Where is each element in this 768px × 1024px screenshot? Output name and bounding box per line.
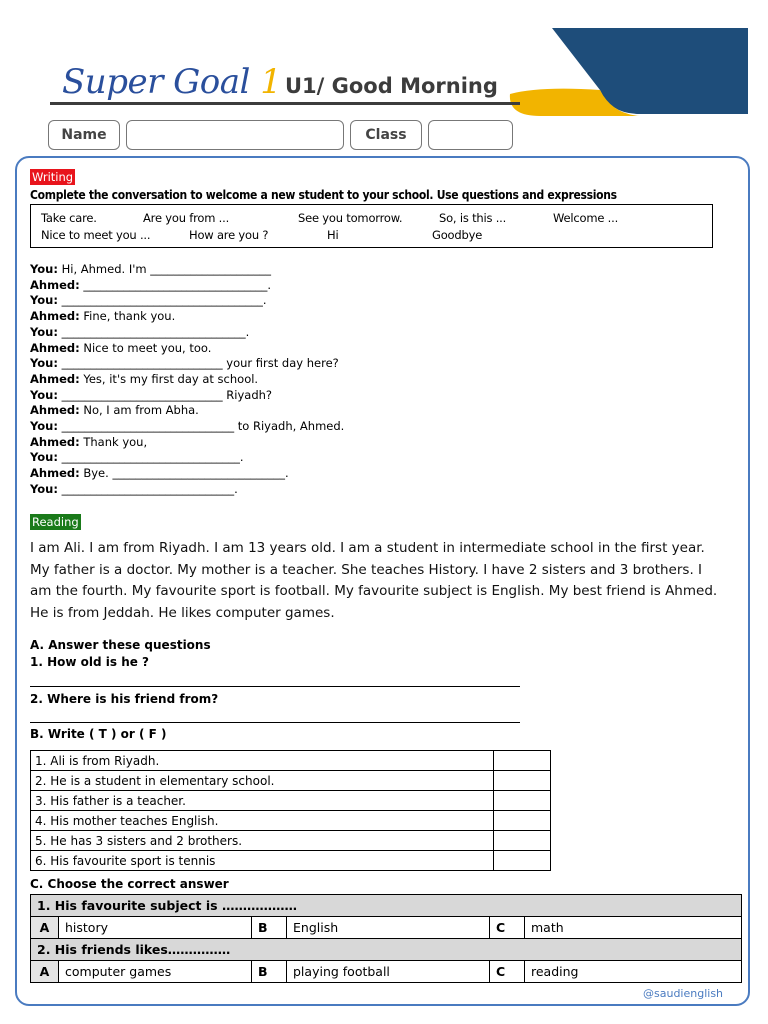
table-row bbox=[31, 791, 551, 811]
option-b[interactable]: English bbox=[287, 917, 490, 939]
answer-box[interactable] bbox=[494, 791, 551, 811]
speaker-label: You: bbox=[30, 387, 58, 402]
speaker-label: You: bbox=[30, 293, 58, 308]
mc-question-row bbox=[31, 939, 742, 961]
section-c-heading: C. Choose the correct answer bbox=[30, 877, 229, 891]
question-2: 2. Where is his friend from? bbox=[30, 692, 219, 706]
dialog-text[interactable]: ______________________________. bbox=[57, 481, 238, 496]
dialog-text[interactable]: Bye. ______________________________. bbox=[79, 466, 289, 481]
credit-handle: @saudienglish bbox=[643, 987, 724, 1000]
speaker-label: Ahmed: bbox=[30, 434, 80, 449]
header-underline bbox=[50, 102, 520, 105]
dialog-line bbox=[30, 482, 344, 498]
answer-box[interactable] bbox=[494, 851, 551, 871]
dialog-text[interactable]: No, I am from Abha. bbox=[79, 403, 199, 418]
table-row bbox=[31, 751, 551, 771]
writing-instruction: Complete the conversation to welcome a new student to your school. Use questions and expressions bbox=[30, 188, 617, 202]
option-letter-c: C bbox=[490, 961, 525, 983]
option-letter-c: C bbox=[490, 917, 525, 939]
dialog-line bbox=[30, 419, 344, 435]
table-row bbox=[31, 831, 551, 851]
table-row bbox=[31, 811, 551, 831]
dialog-text[interactable]: ______________________________ to Riyadh, Ahmed. bbox=[57, 419, 345, 434]
logo: Super Goal 1 bbox=[62, 62, 282, 102]
header-decoration bbox=[500, 28, 768, 128]
word-bank-item: Hi bbox=[327, 228, 339, 242]
speaker-label: Ahmed: bbox=[30, 309, 80, 324]
speaker-label: You: bbox=[30, 419, 58, 434]
answer-box[interactable] bbox=[494, 771, 551, 791]
dialog-text[interactable]: Fine, thank you. bbox=[79, 309, 176, 324]
option-c[interactable]: reading bbox=[525, 961, 742, 983]
writing-tag: Writing bbox=[32, 170, 74, 184]
option-a[interactable]: history bbox=[59, 917, 252, 939]
dialog-text[interactable]: Yes, it's my first day at school. bbox=[79, 371, 259, 386]
statement: 6. His favourite sport is tennis bbox=[31, 851, 494, 871]
name-field[interactable] bbox=[126, 120, 344, 150]
dialog-line bbox=[30, 309, 344, 325]
speaker-label: Ahmed: bbox=[30, 371, 80, 386]
dialog-line bbox=[30, 341, 344, 357]
speaker-label: You: bbox=[30, 450, 58, 465]
section-b-heading: B. Write ( T ) or ( F ) bbox=[30, 727, 167, 741]
word-bank-item: Nice to meet you ... bbox=[41, 228, 151, 242]
class-label: Class bbox=[350, 120, 422, 150]
statement: 4. His mother teaches English. bbox=[31, 811, 494, 831]
statement: 3. His father is a teacher. bbox=[31, 791, 494, 811]
option-letter-a: A bbox=[31, 961, 59, 983]
statement: 1. Ali is from Riyadh. bbox=[31, 751, 494, 771]
option-letter-b: B bbox=[252, 961, 287, 983]
dialog-line bbox=[30, 372, 344, 388]
dialog-text[interactable]: Hi, Ahmed. I'm _____________________ bbox=[57, 262, 271, 276]
speaker-label: Ahmed: bbox=[30, 466, 80, 481]
dialog-text[interactable]: ____________________________ Riyadh? bbox=[57, 387, 273, 402]
dialog-text[interactable]: ________________________________. bbox=[79, 277, 272, 292]
option-c[interactable]: math bbox=[525, 917, 742, 939]
statement: 2. He is a student in elementary school. bbox=[31, 771, 494, 791]
true-false-table bbox=[30, 750, 551, 871]
word-bank-item: Are you from ... bbox=[143, 211, 230, 225]
word-bank-item: Goodbye bbox=[432, 228, 483, 242]
dialog-text[interactable]: _______________________________. bbox=[57, 450, 244, 465]
mc-question: 1. His favourite subject is ……………… bbox=[31, 895, 742, 917]
dialog-line bbox=[30, 293, 344, 309]
speaker-label: Ahmed: bbox=[30, 277, 80, 292]
mc-options-row bbox=[31, 961, 742, 983]
question-1: 1. How old is he ? bbox=[30, 655, 150, 669]
mc-question: 2. His friends likes…………… bbox=[31, 939, 742, 961]
multiple-choice-table bbox=[30, 894, 742, 983]
dialog-text[interactable]: ___________________________________. bbox=[57, 293, 267, 308]
statement: 5. He has 3 sisters and 2 brothers. bbox=[31, 831, 494, 851]
dialog-line bbox=[30, 388, 344, 404]
answer-box[interactable] bbox=[494, 751, 551, 771]
answer-line[interactable] bbox=[30, 686, 520, 687]
answer-box[interactable] bbox=[494, 831, 551, 851]
word-bank-item: So, is this ... bbox=[439, 211, 507, 225]
dialog-text[interactable]: Thank you, bbox=[79, 434, 148, 449]
section-a-heading: A. Answer these questions bbox=[30, 638, 211, 652]
dialog-line bbox=[30, 466, 344, 482]
word-bank-item: Welcome ... bbox=[553, 211, 619, 225]
reading-passage: I am Ali. I am from Riyadh. I am 13 years old. I am a student in intermediate school in the first year. My father is a doctor. My mother is a teacher. She teaches History. I have 2 sisters and 3 brothers. I am the fourth. My favourite sport is football. My favourite subject is English. My best friend is Ahmed. He is from Jeddah. He likes computer games. bbox=[30, 540, 718, 621]
unit-title: U1/ Good Morning bbox=[285, 74, 498, 98]
word-bank-item: How are you ? bbox=[189, 228, 269, 242]
option-a[interactable]: computer games bbox=[59, 961, 252, 983]
table-row bbox=[31, 771, 551, 791]
dialog-line bbox=[30, 403, 344, 419]
table-row bbox=[31, 851, 551, 871]
speaker-label: You: bbox=[30, 356, 58, 371]
dialog-line bbox=[30, 356, 344, 372]
dialog-line bbox=[30, 262, 344, 278]
dialog-line bbox=[30, 435, 344, 451]
speaker-label: Ahmed: bbox=[30, 403, 80, 418]
name-label: Name bbox=[48, 120, 120, 150]
mc-question-row bbox=[31, 895, 742, 917]
reading-tag: Reading bbox=[32, 515, 79, 529]
dialog-line bbox=[30, 450, 344, 466]
speaker-label: You: bbox=[30, 262, 58, 276]
option-letter-a: A bbox=[31, 917, 59, 939]
conversation bbox=[30, 262, 344, 498]
option-b[interactable]: playing football bbox=[287, 961, 490, 983]
dialog-line bbox=[30, 278, 344, 294]
word-bank-item: Take care. bbox=[41, 211, 97, 225]
word-bank bbox=[30, 204, 713, 248]
option-letter-b: B bbox=[252, 917, 287, 939]
dialog-line bbox=[30, 325, 344, 341]
speaker-label: Ahmed: bbox=[30, 340, 80, 355]
dialog-text[interactable]: ________________________________. bbox=[57, 324, 250, 339]
speaker-label: You: bbox=[30, 481, 58, 496]
speaker-label: You: bbox=[30, 324, 58, 339]
class-field[interactable] bbox=[428, 120, 513, 150]
mc-options-row bbox=[31, 917, 742, 939]
dialog-text[interactable]: ____________________________ your first day here? bbox=[57, 356, 339, 371]
dialog-text[interactable]: Nice to meet you, too. bbox=[79, 340, 212, 355]
answer-line[interactable] bbox=[30, 722, 520, 723]
word-bank-item: See you tomorrow. bbox=[298, 211, 403, 225]
answer-box[interactable] bbox=[494, 811, 551, 831]
